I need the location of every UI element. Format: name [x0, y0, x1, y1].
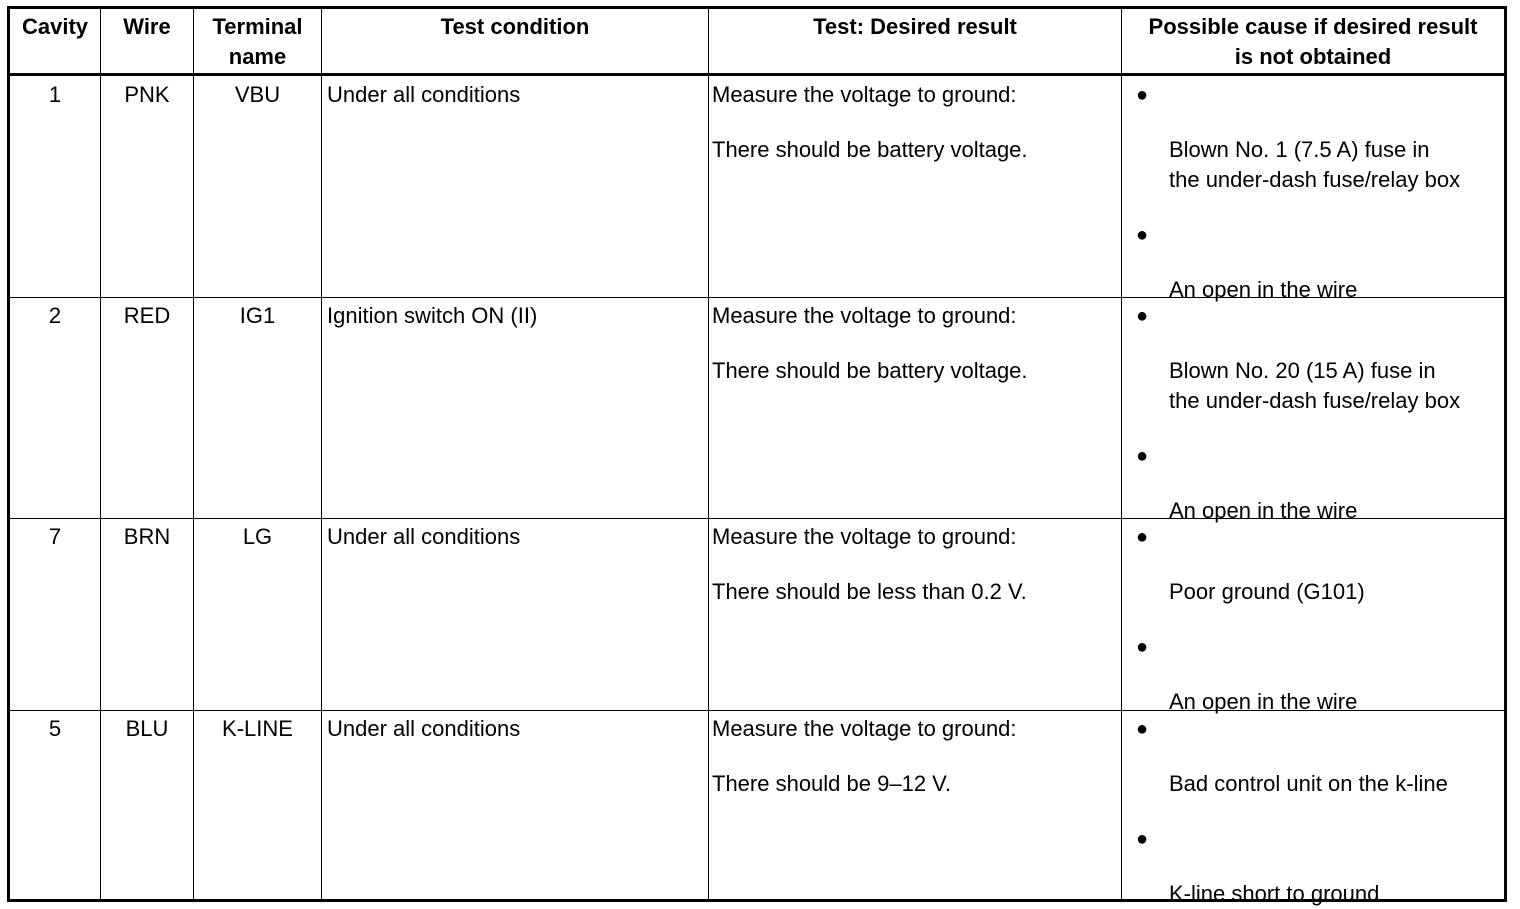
- cell-wire: [101, 518, 193, 710]
- header-cavity-label: Cavity: [21, 14, 89, 39]
- table-row: [10, 518, 1504, 714]
- cause-text-line: Bad control unit on the k-line: [1169, 771, 1448, 796]
- column-divider: [708, 9, 709, 899]
- cell-desired-result: [709, 710, 1121, 899]
- header-terminal-name: [194, 9, 321, 73]
- bullet-icon: ●: [1136, 828, 1149, 850]
- table-row: [10, 710, 1504, 906]
- connector-test-table: [7, 6, 1507, 906]
- result-expected: There should be 9–12 V.: [712, 771, 951, 796]
- cause-text-line: An open in the wire: [1169, 277, 1358, 302]
- header-terminal-label-line2: name: [228, 44, 287, 69]
- cause-text-line: An open in the wire: [1169, 689, 1358, 714]
- test-condition-text: Under all conditions: [327, 82, 521, 107]
- header-wire: [101, 9, 193, 73]
- terminal-name: K-LINE: [222, 716, 293, 741]
- cell-desired-result: [709, 76, 1121, 297]
- bullet-icon: ●: [1136, 445, 1149, 467]
- cell-test-condition: [322, 710, 708, 899]
- cavity-number: 1: [48, 82, 62, 107]
- result-instruction: Measure the voltage to ground:: [712, 524, 1017, 549]
- cause-item: [1122, 356, 1504, 416]
- cell-test-condition: [322, 297, 708, 518]
- header-desired-result: [709, 9, 1121, 73]
- wire-color: BLU: [125, 716, 169, 741]
- cell-test-condition: [322, 518, 708, 710]
- bullet-icon: ●: [1136, 305, 1149, 327]
- cell-desired-result: [709, 297, 1121, 518]
- result-expected: There should be battery voltage.: [712, 358, 1028, 383]
- header-cause-label-line2: is not obtained: [1234, 44, 1392, 69]
- wire-color: BRN: [123, 524, 171, 549]
- cause-text-line: Blown No. 20 (15 A) fuse in: [1169, 358, 1436, 383]
- cause-text-line: the under-dash fuse/relay box: [1169, 167, 1461, 192]
- cavity-number: 5: [48, 716, 62, 741]
- bullet-icon: ●: [1136, 526, 1149, 548]
- terminal-name: IG1: [239, 303, 276, 328]
- result-instruction: Measure the voltage to ground:: [712, 716, 1017, 741]
- header-test-condition: [322, 9, 708, 73]
- cell-terminal: [194, 297, 321, 518]
- bullet-icon: ●: [1136, 84, 1149, 106]
- result-expected: There should be less than 0.2 V.: [712, 579, 1027, 604]
- cause-item: [1122, 135, 1504, 195]
- result-expected: There should be battery voltage.: [712, 137, 1028, 162]
- cavity-number: 7: [48, 524, 62, 549]
- result-instruction: Measure the voltage to ground:: [712, 303, 1017, 328]
- header-terminal-label-line1: Terminal: [212, 14, 303, 39]
- terminal-name: LG: [242, 524, 273, 549]
- test-condition-text: Ignition switch ON (II): [327, 303, 538, 328]
- column-divider: [193, 9, 194, 899]
- header-cavity: [10, 9, 100, 73]
- column-divider: [1121, 9, 1122, 899]
- cell-wire: [101, 710, 193, 899]
- cause-item: [1122, 879, 1504, 909]
- table-row: [10, 76, 1504, 302]
- column-divider: [100, 9, 101, 899]
- header-possible-cause: [1122, 9, 1504, 73]
- bullet-icon: ●: [1136, 718, 1149, 740]
- bullet-icon: ●: [1136, 636, 1149, 658]
- cell-cavity: [10, 518, 100, 710]
- cause-text-line: K-line short to ground: [1169, 881, 1380, 906]
- cell-possible-cause: [1122, 76, 1504, 302]
- cell-possible-cause: [1122, 710, 1504, 906]
- test-condition-text: Under all conditions: [327, 524, 521, 549]
- header-cause-label-line1: Possible cause if desired result: [1148, 14, 1478, 39]
- cause-item: [1122, 769, 1504, 799]
- cell-possible-cause: [1122, 297, 1504, 523]
- column-divider: [321, 9, 322, 899]
- cell-wire: [101, 297, 193, 518]
- cavity-number: 2: [48, 303, 62, 328]
- cell-terminal: [194, 710, 321, 899]
- cell-terminal: [194, 76, 321, 297]
- cell-possible-cause: [1122, 518, 1504, 714]
- cell-terminal: [194, 518, 321, 710]
- cell-wire: [101, 76, 193, 297]
- cause-text-line: Poor ground (G101): [1169, 579, 1365, 604]
- wire-color: PNK: [124, 82, 170, 107]
- table-row: [10, 297, 1504, 523]
- header-desired-result-label: Test: Desired result: [813, 14, 1017, 39]
- bullet-icon: ●: [1136, 224, 1149, 246]
- header-test-condition-label: Test condition: [440, 14, 590, 39]
- result-instruction: Measure the voltage to ground:: [712, 82, 1017, 107]
- cell-cavity: [10, 76, 100, 297]
- cause-text-line: Blown No. 1 (7.5 A) fuse in: [1169, 137, 1430, 162]
- cell-test-condition: [322, 76, 708, 297]
- cause-item: [1122, 577, 1504, 607]
- cause-text-line: the under-dash fuse/relay box: [1169, 388, 1461, 413]
- cause-text-line: An open in the wire: [1169, 498, 1358, 523]
- test-condition-text: Under all conditions: [327, 716, 521, 741]
- cell-cavity: [10, 297, 100, 518]
- terminal-name: VBU: [234, 82, 281, 107]
- wire-color: RED: [123, 303, 171, 328]
- cell-desired-result: [709, 518, 1121, 710]
- table-header-row: [10, 9, 1504, 76]
- cell-cavity: [10, 710, 100, 899]
- header-wire-label: Wire: [123, 14, 171, 39]
